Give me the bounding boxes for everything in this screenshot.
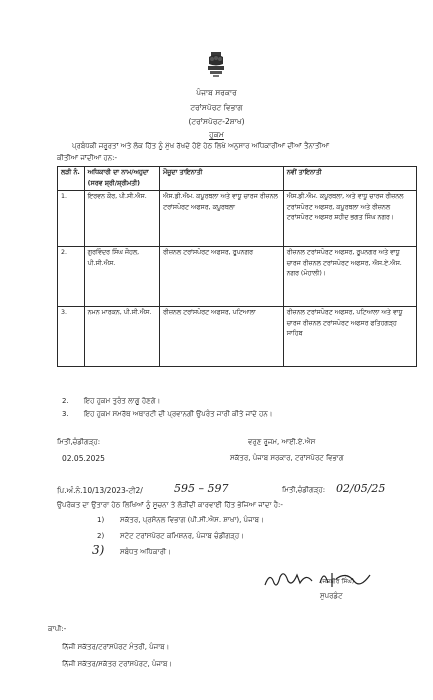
place-label: ਮਿਤੀ,ਚੰਡੀਗੜ੍ਹ: [57,438,101,446]
note-3-text: ਇਹ ਹੁਕਮ ਸਮਰੱਥ ਅਥਾਰਟੀ ਦੀ ਪ੍ਰਵਾਨਗੀ ਉਪਰੰਤ ਜਾਰੀ ਕੀਤੇ ਜਾਂਦੇ ਹਨ। [84,410,273,418]
signatory-designation: ਸਕੱਤਰ, ਪੰਜਾਬ ਸਰਕਾਰ, ਟਰਾਂਸਪੋਰਟ ਵਿਭਾਗ [230,454,344,462]
table-row [58,307,417,367]
header-sr: ਲੜੀ ਨੰ. [58,167,85,191]
copy-label: ਕਾਪੀ:- [48,625,67,633]
cell-current: ਐਸ.ਡੀ.ਐਮ. ਕਪੂਰਥਲਾ ਅਤੇ ਵਾਧੂ ਚਾਰਜ ਰੀਜ਼ਨਲ ਟਰਾਂਸਪੋਰਟ ਅਫਸਰ, ਕਪੂਰਥਲਾ [160,191,284,247]
endorsement-body: ਉਪਰੋਕਤ ਦਾ ਉਤਾਰਾ ਹੇਠ ਲਿਖਿਆਂ ਨੂੰ ਸੂਚਨਾ ਤੇ ਲੋੜੀਂਦੀ ਕਾਰਵਾਈ ਹਿੱਤ ਭੇਜਿਆ ਜਾਂਦਾ ਹੈ:- [57,501,283,509]
recipient-1-text: ਸਕੱਤਰ, ਪ੍ਰਸੋਨਲ ਵਿਭਾਗ (ਪੀ.ਸੀ.ਐਸ. ਸ਼ਾਖਾ), ਪੰਜਾਬ। [120,516,264,524]
cell-name: ਨਮਨ ਮਾਰਕਨ, ਪੀ.ਸੀ.ਐਸ. [84,307,159,367]
note-2-number: 2. [62,397,69,405]
order-date: 02.05.2025 [62,454,105,463]
cell-sr: 2. [58,247,85,307]
recipient-2-text: ਸਟੇਟ ਟਰਾਂਸਪੋਰਟ ਕਮਿਸ਼ਨਰ, ਪੰਜਾਬ ਚੰਡੀਗੜ੍ਹ। [120,532,244,540]
intro-line-2: ਕੀਤੀਆਂ ਜਾਂਦੀਆਂ ਹਨ:- [57,154,118,162]
copy-item-1: ਨਿੱਜੀ ਸਕੱਤਰ/ਟਰਾਂਸਪੋਰਟ ਮੰਤਰੀ, ਪੰਜਾਬ। [62,643,170,651]
note-2-text: ਇਹ ਹੁਕਮ ਤੁਰੰਤ ਲਾਗੂ ਹੋਣਗੇ। [84,397,161,405]
endorsement-date-label: ਮਿਤੀ,ਚੰਡੀਗੜ੍ਹ: [282,486,326,494]
recipient-1-number: 1) [97,516,105,524]
header-current: ਮੌਜੂਦਾ ਤਾਇਨਾਤੀ [160,167,284,191]
recipient-3-number: 3) [92,543,105,557]
endorsement-date: 02/05/25 [336,482,386,495]
cell-name: ਗੁਰਵਿੰਦਰ ਸਿੰਘ ਜੌਹਲ, ਪੀ.ਸੀ.ਐਸ. [84,247,159,307]
posting-table [57,166,417,367]
recipient-3-text: ਸਬੰਧਤ ਅਧਿਕਾਰੀ। [120,548,171,556]
intro-line-1: ਪ੍ਰਬੰਧਕੀ ਜਰੂਰਤਾਂ ਅਤੇ ਲੋਕ ਹਿੱਤ ਨੂੰ ਮੁੱਖ ਰੱਖਦੇ ਹੋਏ ਹੇਠ ਲਿਖੇ ਅਨੁਸਾਰ ਅਧਿਕਾਰੀਆਂ ਦੀਆਂ ਤੈਨਾਤੀਆਂ [72,142,330,150]
copy-item-2: ਨਿੱਜੀ ਸਕੱਤਰ/ਸਕੱਤਰ ਟਰਾਂਸਪੋਰਟ, ਪੰਜਾਬ। [62,660,173,668]
recipient-2-number: 2) [97,532,105,540]
cell-new: ਰੀਜ਼ਨਲ ਟਰਾਂਸਪੋਰਟ ਅਫਸਰ, ਪਟਿਆਲਾ ਅਤੇ ਵਾਧੂ ਚਾਰਜ ਰੀਜ਼ਨਲ ਟਰਾਂਸਪੋਰਟ ਅਫਸਰ ਫਤਿਹਗੜ੍ਹ ਸਾਹਿਬ [283,307,416,367]
government-name: ਪੰਜਾਬ ਸਰਕਾਰ [196,88,237,97]
table-row [58,191,417,247]
endorsement-ref-number: 595 – 597 [174,482,229,495]
branch-name: (ਟਰਾਂਸਪੋਰਟ-2ਸ਼ਾਖ) [188,117,245,126]
header-name: ਅਧਿਕਾਰੀ ਦਾ ਨਾਮ/ਅਹੁਦਾ (ਸਰਵ ਸ਼੍ਰੀ/ਸ਼੍ਰੀਮਤੀ) [84,167,159,191]
department-name: ਟਰਾਂਸਪੋਰਟ ਵਿਭਾਗ [190,103,243,112]
cell-new: ਰੀਜ਼ਨਲ ਟਰਾਂਸਪੋਰਟ ਅਫਸਰ, ਰੂਪਨਗਰ ਅਤੇ ਵਾਧੂ ਚਾਰਜ ਰੀਜ਼ਨਲ ਟਰਾਂਸਪੋਰਟ ਅਫਸਰ, ਐਸ.ਏ.ਐਸ. ਨਗਰ (ਮੋਹਾਲੀ)। [283,247,416,307]
cell-current: ਰੀਜ਼ਨਲ ਟਰਾਂਸਪੋਰਟ ਅਫਸਰ, ਪਟਿਆਲਾ [160,307,284,367]
cell-current: ਰੀਜ਼ਨਲ ਟਰਾਂਸਪੋਰਟ ਅਫਸਰ, ਰੂਪਨਗਰ [160,247,284,307]
order-title-text: ਹੁਕਮ [209,130,224,139]
government-emblem-icon [201,50,231,82]
header-new: ਨਵੀਂ ਤਾਇਨਾਤੀ [283,167,416,191]
table-header-row [58,167,417,191]
order-title [0,130,433,140]
cell-new: ਐਸ.ਡੀ.ਐਮ. ਕਪੂਰਥਲਾ, ਅਤੇ ਵਾਧੂ ਚਾਰਜ ਰੀਜ਼ਨਲ ਟਰਾਂਸਪੋਰਟ ਅਫਸਰ, ਕਪੂਰਥਲਾ ਅਤੇ ਰੀਜ਼ਨਲ ਟਰਾਂਸਪੋਰਟ ਅਫਸਰ ਸ਼ਹੀਦ ਭਗਤ ਸਿੰਘ ਨਗਰ। [283,191,416,247]
signer-designation: ਸੁਪਰਡੰਟ [320,592,343,600]
cell-sr: 1. [58,191,85,247]
endorsement-ref: ਪਿ.ਅੰ.ਨੰ.10/13/2023-ਟੀ2/ [57,486,143,495]
cell-name: ਇਰਵਨ ਕੌਰ, ਪੀ.ਸੀ.ਐਸ. [84,191,159,247]
cell-sr: 3. [58,307,85,367]
signatory-name: ਵਰੁਣ ਰੂਜਮ, ਆਈ.ਏ.ਐਸ [248,438,316,446]
signer-name: (ਜਸਬੀਰ ਸਿੰਘ) [320,578,355,585]
note-3-number: 3. [62,410,69,418]
table-row [58,247,417,307]
